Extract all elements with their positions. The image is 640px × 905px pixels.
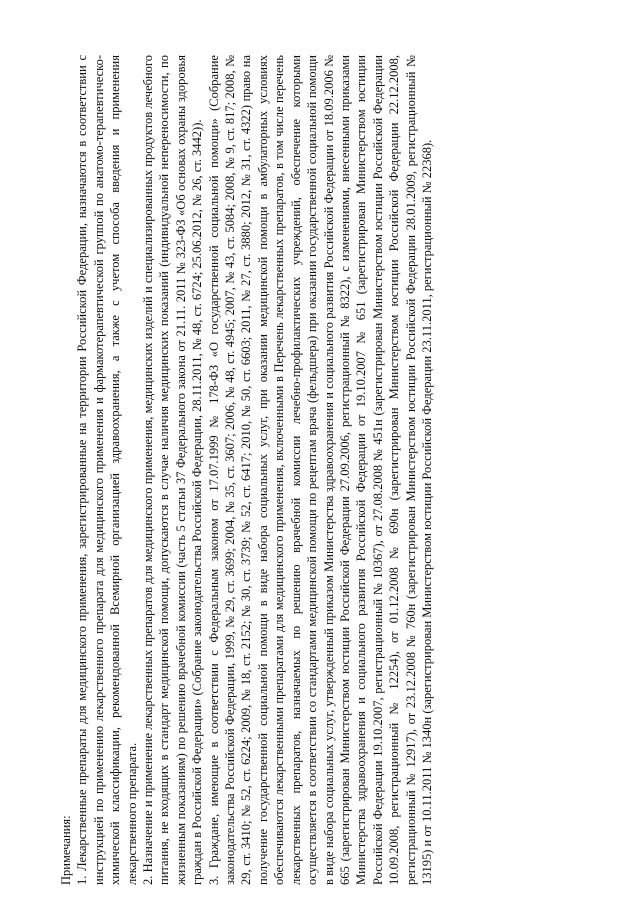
notes-header: Примечания: [59, 815, 73, 885]
note-2: 2. Назначение и применение лекарственных препаратов для медицинского применения, медицинских изделий и специализированных продуктов лечебного питания, не входящих в стандарт медицинской помощи, допускаются в случае наличия медицинских показаний (индивидуальной непереносимости, по жизненным показаниям) по решению врачебной комиссии (часть 5 статьи 37 Федерального закона от 21.11. 2011 № 323-ФЗ «Об основах охраны здоровья граждан в Российской Федерации» (Собрание законодательства Российской Федерации, 28.11.2011, № 48, ст. 6724; 25.06.2012, № 26, ст. 3442)). [141, 55, 205, 885]
note-1: 1. Лекарственные препараты для медицинского применения, зарегистрированные на территории Российской Федерации, назначаются в соответствии с инструкцией по применению лекарственного препарата для медицинского применения и фармакотерапевтической группой по анатомо-терапевтическо-химической классификации, рекомендованной Всемирной организацией здравоохранения, а также с учетом способа введения и применения лекарственного препарата. [75, 55, 139, 885]
note-3: 3. Граждане, имеющие в соответствии с Федеральным законом от 17.07.1999 № 178-ФЗ «О государственной социальной помощи» (Собрание законодательства Российской Федерации, 1999, № 29, ст. 3699; 2004, № 35, ст. 3607; 2006, № 48, ст. 4945; 2007, № 43, ст. 5084; 2008, № 9, ст. 817; 2008, № 29, ст. 3410; № 52, ст. 6224; 2009, № 18, ст. 2152; № 30, ст. 3739; № 52, ст. 6417; 2010, № 50, ст. 6603; 2011, № 27, ст. 3880; 2012, № 31, ст. 4322) право на получение государственной социальной помощи в виде набора социальных услуг, при оказании медицинской помощи в амбулаторных условиях обеспечиваются лекарственными препаратами для медицинского применения, включенными в Перечень лекарственных препаратов, в том числе перечень лекарственных препаратов, назначаемых по решению врачебной комиссии лечебно-профилактических учреждений, обеспечение которыми осуществляется в соответствии со стандартами медицинской помощи по рецептам врача (фельдшера) при оказании государственной социальной помощи в виде набора социальных услуг, утвержденный приказом Министерства здравоохранения и социального развития Российской Федерации от 18.09.2006 № 665 (зарегистрирован Министерством юстиции Российской Федерации 27.09.2006, регистрационный № 8322), с изменениями, внесенными приказами Министерства здравоохранения и социального развития Российской Федерации от 19.10.2007 № 651 (зарегистрирован Министерством юстиции Российской Федерации 19.10.2007, регистрационный № 10367), от 27.08.2008 № 451н (зарегистрирован Министерством юстиции Российской Федерации 10.09.2008, регистрационный № 12254), от 01.12.2008 № 690н (зарегистрирован Министерством юстиции Российской Федерации 22.12.2008, регистрационный № 12917), от 23.12.2008 № 760н (зарегистрирован Министерством юстиции Российской Федерации 28.01.2009, регистрационный № 13195) и от 10.11.2011 № 1340н (зарегистрирован Министерством юстиции Российской Федерации 23.11.2011, регистрационный № 22368). [206, 55, 434, 885]
rotated-text-block [58, 55, 598, 885]
